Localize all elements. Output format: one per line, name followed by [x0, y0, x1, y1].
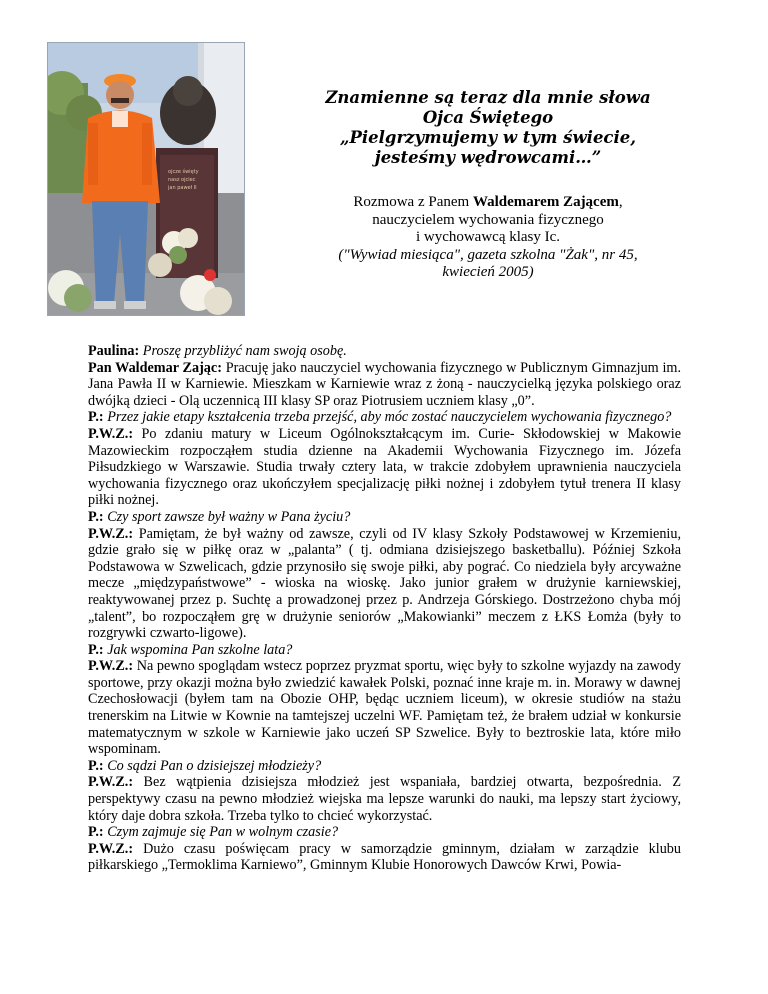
- interview-question: [88, 509, 681, 526]
- interview-question: [88, 824, 681, 841]
- answer-text: Pamiętam, że był ważny od zawsze, czyli od IV klasy Szkoły Podstawowej w Krzemieniu, gdzie grało się w piłkę oraz w „palanta” ( tj. odmiana dzisiejszego basketballu). Później Szkoła Podstawowa w Szwelicach, gdzie przynosiło się swoje piłki, aby pograć. Co niedziela były arcyważne mecze „międzypaństwowe” - wioska na wioskę. Jako junior grałem w drużynie karniewskiej, reaktywowanej przez p. Suchtę a prowadzonej przez p. Andrzeja Górskiego. Dostrzeżono chyba mój „talent”, bo rozpocząłem grę w drużynie seniorów „Makowianki” meczem z ŁKS Łomża (były to rozgrywki czwarto-ligowe).: [88, 525, 681, 642]
- speaker-label: P.W.Z.:: [88, 425, 134, 442]
- intro-prefix: Rozmowa z Panem: [353, 194, 473, 210]
- article-intro: [278, 194, 698, 282]
- answer-text: Dużo czasu poświęcam pracy w samorządzie gminnym, działam w zarządzie klubu piłkarskiego „Termoklima Karniewo”, Gminnym Klubie Honorowych Dawców Krwi, Powia-: [88, 840, 681, 874]
- intro-suffix: ,: [618, 194, 623, 210]
- question-text: Przez jakie etapy kształcenia trzeba przejść, aby móc zostać nauczycielem wychowania fizycznego?: [103, 409, 672, 426]
- title-line-2: Ojca Świętego: [422, 108, 554, 127]
- speaker-label: P.:: [88, 824, 104, 841]
- answer-text: Na pewno spoglądam wstecz poprzez pryzmat sportu, więc były to szkolne wyjazdy na zawody sportowe, przy okazji można było zwiedzić kawałek Polski, poznać inne kraje m. in. Morawy w dawnej Czechosłowacji (byłem tam na Obozie OHP, będąc uczniem liceum), w okresie studiów na stażu trenerskim na Litwie w Kownie na tamtejszej uczelni WF. Pamiętam też, że brałem udział w konkursie matematycznym w szkole w Karniewie jako uczeń SP Szwelice. Były to beztroskie lata, które miło wspominam.: [88, 658, 681, 758]
- title-line-3: „Pielgrzymujemy w tym świecie,: [339, 128, 636, 147]
- speaker-label: P.:: [88, 757, 104, 774]
- plaque-text-2: nasz ojciec: [168, 177, 196, 183]
- intro-line-3: i wychowawcą klasy Ic.: [415, 229, 561, 245]
- plaque-text-3: jan paweł II: [168, 185, 197, 191]
- interview-answer: [88, 658, 681, 758]
- speaker-label: P.W.Z.:: [88, 774, 134, 791]
- speaker-label: P.:: [88, 508, 104, 525]
- answer-text: Pracuję jako nauczyciel wychowania fizycznego w Publicznym Gimnazjum im. Jana Pawła II w Karniewie. Mieszkam w Karniewie wraz z żoną - nauczycielką języka polskiego oraz dwójką dzieci - Olą uczennicą III klasy SP oraz Piotrusiem uczniem klasy „0”.: [88, 359, 682, 409]
- title-line-4: jesteśmy wędrowcami…”: [374, 148, 602, 167]
- interview-answer: [88, 360, 681, 410]
- interview-question: [88, 758, 681, 775]
- answer-text: Po zdaniu matury w Liceum Ogólnokształcącym im. Curie- Skłodowskiej w Makowie Mazowieckim rozpocząłem studia dzienne na Akademii Wychowania Fizycznego im. Józefa Piłsudzkiego w Warszawie. Studia trwały cztery lata, w trakcie zdobyłem uprawnienia nauczyciela wychowania fizycznego oraz ukończyłem specjalizację piłki nożnej i zdobyłem tytuł trenera II klasy piłki nożnej.: [88, 425, 681, 509]
- source-line-2: kwiecień 2005): [442, 264, 534, 280]
- interview-question: [88, 409, 681, 426]
- photo-illustration: [48, 43, 244, 315]
- question-text: Proszę przybliżyć nam swoją osobę.: [139, 343, 347, 359]
- question-text: Czym zajmuje się Pan w wolnym czasie?: [103, 824, 339, 841]
- intro-line-2: nauczycielem wychowania fizycznego: [372, 211, 604, 228]
- source-line-1: ("Wywiad miesiąca", gazeta szkolna "Żak", nr 45,: [338, 246, 638, 263]
- interview-answer: [88, 426, 681, 509]
- plaque-text-1: ojcze święty: [168, 169, 199, 175]
- portrait-photo: [47, 42, 245, 316]
- question-text: Jak wspomina Pan szkolne lata?: [103, 641, 293, 658]
- interview-question: [88, 642, 681, 659]
- speaker-label: Pan Waldemar Zając:: [88, 359, 222, 376]
- speaker-label: P.:: [88, 409, 104, 426]
- interview-body: [88, 343, 681, 874]
- interview-answer: [88, 526, 681, 642]
- speaker-label: P.W.Z.:: [88, 525, 134, 542]
- intro-name: Waldemarem Zającem: [472, 194, 619, 210]
- interview-answer: [88, 841, 681, 874]
- title-line-1: Znamienne są teraz dla mnie słowa: [325, 88, 651, 107]
- interview-question: [88, 343, 681, 360]
- speaker-label: P.W.Z.:: [88, 840, 134, 857]
- speaker-label: P.W.Z.:: [88, 658, 134, 675]
- question-text: Czy sport zawsze był ważny w Pana życiu?: [103, 508, 351, 525]
- speaker-label: Paulina:: [88, 343, 140, 359]
- article-header: [278, 88, 698, 282]
- answer-text: Bez wątpienia dzisiejsza młodzież jest wspaniała, bardziej otwarta, bezpośrednia. Z perspektywy czasu na pewno młodzież wiejska ma lepsze warunki do nauki, ma lepszy start życiowy, który daje dobra szkoła. Trzeba tylko to chcieć wykorzystać.: [88, 774, 681, 824]
- speaker-label: P.:: [88, 641, 104, 658]
- question-text: Co sądzi Pan o dzisiejszej młodzieży?: [103, 757, 322, 774]
- article-title: [278, 88, 698, 168]
- interview-answer: [88, 774, 681, 824]
